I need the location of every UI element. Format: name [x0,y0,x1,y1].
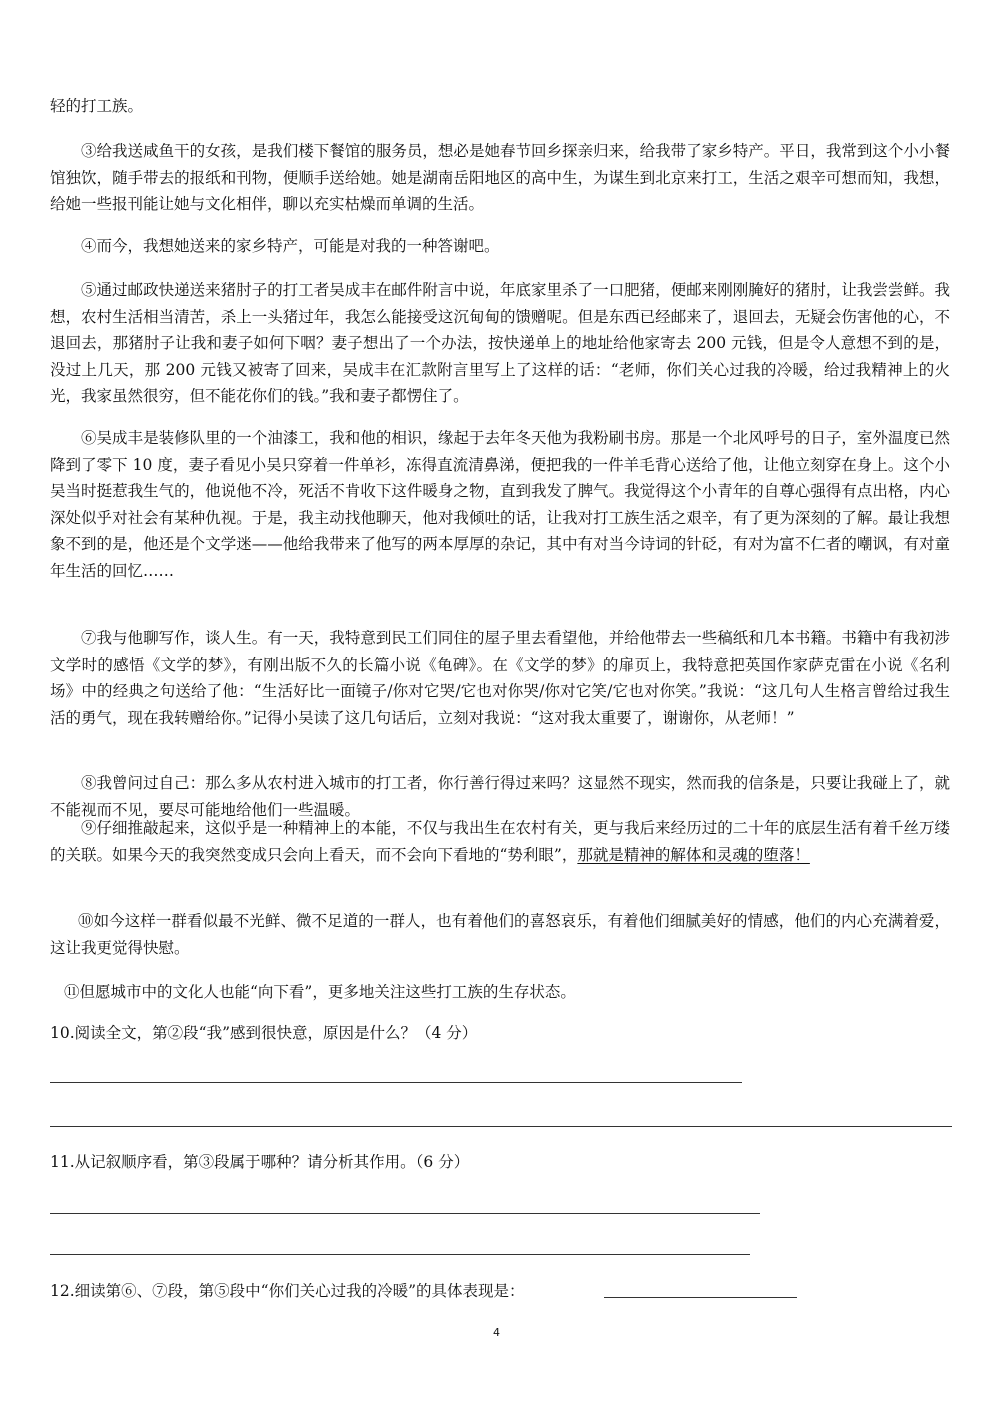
question-10: 10.阅读全文，第②段“我”感到很快意，原因是什么？（4 分） [50,1024,478,1042]
paragraph-9-underlined-sentence: 那就是精神的解体和灵魂的堕落！ [577,845,810,864]
paragraph-9-text: ⑨仔细推敲起来，这似乎是一种精神上的本能，不仅与我出生在农村有关，更与我后来经历过的二十年的底层生活有着千丝万缕的关联。如果今天的我突然变成只会向上看天，而不会向下看地的“势利眼”， [50,819,950,864]
paragraph-5: ⑤通过邮政快递送来猪肘子的打工者吴成丰在邮件附言中说，年底家里杀了一口肥猪，便邮来刚刚腌好的猪肘，让我尝尝鲜。我想，农村生活相当清苦，杀上一头猪过年，我怎么能接受这沉甸甸的馈赠呢。但是东西已经邮来了，退回去，无疑会伤害他的心，不退回去，那猪肘子让我和妻子如何下咽？妻子想出了一个办法，按快递单上的地址给他家寄去 200 元钱，但是令人意想不到的是，没过上几天，那 200 元钱又被寄了回来，吴成丰在汇款附言里写上了这样的话：“老师，你们关心过我的冷暖，给过我精神上的火光，我家虽然很穷，但不能花你们的钱。”我和妻子都愣住了。 [50,281,950,405]
answer-line-11b[interactable] [50,1254,750,1255]
answer-line-10b[interactable] [50,1126,952,1127]
paragraph-3: ③给我送咸鱼干的女孩，是我们楼下餐馆的服务员，想必是她春节回乡探亲归来，给我带了家乡特产。平日，我常到这个小小餐馆独饮，随手带去的报纸和刊物，便顺手送给她。她是湖南岳阳地区的高中生，为谋生到北京来打工，生活之艰辛可想而知，我想，给她一些报刊能让她与文化相伴，聊以充实枯燥而单调的生活。 [50,142,950,213]
answer-line-10a[interactable] [50,1082,742,1083]
page-number: 4 [493,1326,500,1339]
question-11: 11.从记叙顺序看，第③段属于哪种？请分析其作用。（6 分） [50,1153,470,1171]
paragraph-4: ④而今，我想她送来的家乡特产，可能是对我的一种答谢吧。 [81,237,500,255]
answer-line-12[interactable] [604,1297,797,1298]
paragraph-8: ⑧我曾问过自己：那么多从农村进入城市的打工者，你行善行得过来吗？这显然不现实，然而我的信条是，只要让我碰上了，就不能视而不见，要尽可能地给他们一些温暖。 [50,774,950,819]
paragraph-9 [50,815,950,868]
answer-line-11a[interactable] [50,1213,760,1214]
paragraph-6: ⑥吴成丰是装修队里的一个油漆工，我和他的相识，缘起于去年冬天他为我粉刷书房。那是一个北风呼号的日子，室外温度已然降到了零下 10 度，妻子看见小吴只穿着一件单衫，冻得直流清鼻涕，便把我的一件羊毛背心送给了他，让他立刻穿在身上。这个小吴当时挺惹我生气的，他说他不冷，死活不肯收下这件暖身之物，直到我发了脾气。我觉得这个小青年的自尊心强得有点出格，内心深处似乎对社会有某种仇视。于是，我主动找他聊天，他对我倾吐的话，让我对打工族生活之艰辛，有了更为深刻的了解。最让我想象不到的是，他还是个文学迷——他给我带来了他写的两本厚厚的杂记，其中有对当今诗词的针砭，有对为富不仁者的嘲讽，有对童年生活的回忆…… [50,429,950,580]
paragraph-11: ⑪但愿城市中的文化人也能“向下看”，更多地关注这些打工族的生存状态。 [64,983,576,1001]
paragraph-10: ⑩如今这样一群看似最不光鲜、微不足道的一群人，也有着他们的喜怒哀乐，有着他们细腻美好的情感，他们的内心充满着爱，这让我更觉得快慰。 [50,912,950,957]
paragraph-lead: 轻的打工族。 [50,97,144,115]
question-12: 12.细读第⑥、⑦段，第⑤段中“你们关心过我的冷暖”的具体表现是： [50,1282,525,1300]
paragraph-7: ⑦我与他聊写作，谈人生。有一天，我特意到民工们同住的屋子里去看望他，并给他带去一些稿纸和几本书籍。书籍中有我初涉文学时的感悟《文学的梦》，有刚出版不久的长篇小说《龟碑》。在《文学的梦》的扉页上，我特意把英国作家萨克雷在小说《名利场》中的经典之句送给了他：“生活好比一面镜子/你对它哭/它也对你哭/你对它笑/它也对你笑。”我说：“这几句人生格言曾给过我生活的勇气，现在我转赠给你。”记得小吴读了这几句话后，立刻对我说：“这对我太重要了，谢谢你，从老师！” [50,629,950,727]
